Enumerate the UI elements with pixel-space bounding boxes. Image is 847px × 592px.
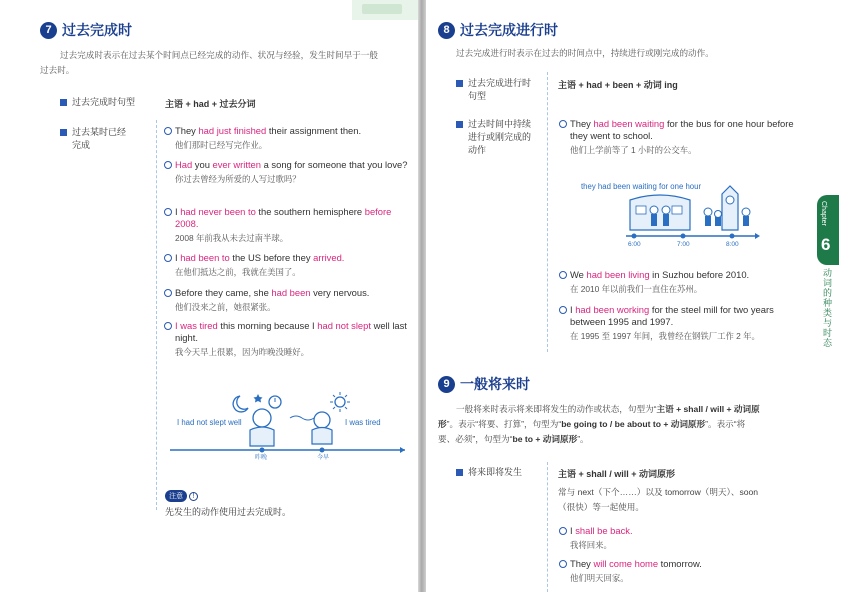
chapter-word: Chapter (820, 201, 827, 226)
column-divider (547, 72, 548, 352)
bus-illus-caption: they had been waiting for one hour (581, 182, 702, 191)
example-english (559, 525, 809, 537)
label-line: 句型 (468, 91, 487, 101)
highlight-text: had never been to (180, 206, 256, 217)
example-chinese: 你过去曾经为所爱的人写过歌吗？ (175, 174, 301, 184)
highlight-text: ever written (212, 159, 261, 170)
chapter-number: 6 (821, 235, 831, 254)
example-item (164, 287, 412, 313)
label-text (72, 126, 126, 152)
example-text: We (570, 269, 587, 280)
example-text: this morning because I (217, 320, 318, 331)
sun-icon (330, 392, 350, 412)
left-page (0, 0, 418, 592)
intro-text: 要、必须”，句型为“ (438, 434, 513, 444)
timeline-arrow-icon (755, 233, 760, 239)
pattern-label (60, 96, 135, 109)
highlight-text: before 2008. (175, 206, 392, 229)
section-title-text: 过去完成时 (62, 22, 132, 38)
timeline-dot (681, 234, 686, 239)
example-english (559, 558, 809, 570)
label-text (468, 77, 531, 103)
note-text: 先发生的动作使用过去完成时。 (165, 507, 292, 517)
time-label: 7:00 (677, 241, 690, 248)
clock-tower-icon (722, 186, 738, 230)
example-text: a song for someone that you love? (261, 159, 408, 170)
label-line: 过去时间中持续 (468, 119, 532, 129)
example-chinese: 我将回来。 (570, 540, 612, 550)
section-number-badge: 9 (438, 376, 455, 393)
intro-line (438, 432, 818, 447)
highlight-text: shall be back. (575, 525, 633, 536)
square-bullet-icon (60, 129, 67, 136)
label-line: 过去完成进行时 (468, 78, 532, 88)
example-item (559, 558, 809, 584)
illus-left-caption: I had not slept well (177, 418, 242, 427)
square-bullet-icon (60, 99, 67, 106)
highlight-text: Had (175, 159, 193, 170)
label-line: 动作 (468, 145, 487, 155)
square-bullet-icon (456, 80, 463, 87)
highlight-text: will come home (593, 558, 659, 569)
example-chinese: 在 1995 至 1997 年间，我曾经在钢铁厂工作 2 年。 (570, 331, 760, 341)
section-9-intro (438, 402, 818, 447)
usage-label (456, 118, 531, 157)
example-item (559, 525, 809, 551)
pattern-label (456, 77, 531, 103)
example-chinese: 2008 年前我从未去过南半球。 (175, 233, 289, 243)
example-text: They (570, 558, 594, 569)
example-english (164, 125, 412, 137)
chapter-tab[interactable] (817, 195, 839, 265)
timeline-dot (632, 234, 637, 239)
example-text: I (570, 304, 576, 315)
wave-line (290, 416, 314, 420)
section-9-title (438, 374, 530, 394)
sleep-illustration (170, 388, 410, 468)
right-page (426, 0, 847, 592)
intro-text: ”。表示“将 (705, 419, 746, 429)
example-text: for the steel mill for two years between 1995 and 1997. (570, 304, 774, 327)
square-bullet-icon (456, 469, 463, 476)
bold-text: 主语 + shall / will + 动词原 (656, 404, 760, 414)
example-text: in Suzhou before 2010. (649, 269, 750, 280)
highlight-text: I was tired (175, 320, 218, 331)
pattern-formula: 主语 + had + been + 动词 ing (558, 80, 678, 90)
example-english (164, 287, 412, 299)
section-title-text: 过去完成进行时 (460, 22, 558, 38)
intro-line (438, 402, 818, 417)
illus-label-right: 今早 (317, 455, 330, 461)
example-item (164, 320, 412, 358)
example-text: the southern hemisphere (255, 206, 365, 217)
example-english (164, 320, 412, 344)
highlight-text: had been living (586, 269, 650, 280)
example-text: They (570, 118, 594, 129)
illus-right-caption: I was tired (345, 418, 381, 427)
alarm-clock-icon (269, 396, 281, 408)
book-spine (418, 0, 426, 592)
example-english (164, 252, 412, 264)
example-chinese: 在他们抵达之前，我就在美国了。 (175, 267, 301, 277)
highlight-text: had been working (575, 304, 650, 315)
tired-person-right (312, 412, 332, 444)
highlight-text: had just finished (198, 125, 267, 136)
example-english (559, 304, 809, 328)
example-english (559, 269, 809, 281)
example-chinese: 他们那时已经写完作业。 (175, 140, 268, 150)
note-badge-text: 注意 (165, 490, 187, 502)
bold-text: be going to / be about to + 动词原形 (561, 419, 706, 429)
example-chinese: 他们上学前等了 1 小时的公交车。 (570, 145, 697, 155)
section-7-intro-cont (40, 63, 410, 78)
label-text (468, 118, 531, 157)
example-item (559, 304, 809, 342)
star-icon (254, 394, 263, 403)
example-chinese: 他们没来之前，她很紧张。 (175, 302, 276, 312)
note-line: （很快）等一起使用。 (558, 502, 644, 512)
section-8-title (438, 20, 558, 40)
section-number-badge: 8 (438, 22, 455, 39)
example-text: very nervous. (310, 287, 370, 298)
intro-text: ”。表示“将要、打算”，句型为“ (446, 419, 562, 429)
bold-text: be to + 动词原形 (512, 434, 578, 444)
highlight-text: had been waiting (593, 118, 665, 129)
section-8-intro: 过去完成进行时表示在过去的时间点中，持续进行或刚完成的动作。 (456, 48, 714, 58)
column-divider (156, 120, 157, 510)
highlight-text: had not slept (317, 320, 371, 331)
example-item (164, 206, 412, 244)
label-text: 过去完成时句型 (72, 97, 136, 107)
label-line: 过去某时已经 (72, 127, 127, 137)
intro-line: 过去时。 (40, 65, 75, 75)
usage-label (456, 466, 522, 479)
example-text: tomorrow. (658, 558, 702, 569)
example-text: you (192, 159, 213, 170)
example-item (164, 252, 412, 278)
section-7-intro (60, 48, 410, 63)
timeline-dot (730, 234, 735, 239)
example-english (559, 118, 809, 142)
example-text: I (175, 206, 181, 217)
intro-line (438, 417, 818, 432)
example-text: for the bus for one hour before they went to school. (570, 118, 794, 141)
highlight-text: arrived. (313, 252, 345, 263)
example-text: well last night. (175, 320, 407, 343)
timeline-arrow-icon (400, 447, 405, 453)
example-english (164, 206, 412, 230)
note-badge (165, 490, 198, 502)
usage-label (60, 126, 126, 152)
intro-text: ”。 (577, 434, 589, 444)
section-title-text: 一般将来时 (460, 376, 530, 392)
pattern-formula: 主语 + had + 过去分词 (165, 99, 256, 109)
example-item (559, 269, 809, 295)
bus-stop-illustration (626, 180, 761, 252)
example-text: I (570, 525, 576, 536)
note-line: 常与 next（下个……）以及 tomorrow（明天）、soon (558, 487, 759, 497)
label-line: 进行或刚完成的 (468, 132, 532, 142)
example-text: I (175, 252, 181, 263)
tired-person-left (250, 409, 274, 446)
example-item (164, 159, 412, 185)
square-bullet-icon (456, 121, 463, 128)
future-formula: 主语 + shall / will + 动词原形 (558, 469, 676, 479)
highlight-text: had been (271, 287, 311, 298)
label-line: 完成 (72, 140, 91, 150)
section-number-badge: 7 (40, 22, 57, 39)
corner-tab (352, 0, 418, 20)
exclamation-icon: ! (189, 492, 198, 501)
illus-label-left: 昨晚 (255, 455, 268, 461)
example-chinese: 在 2010 年以前我们一直住在苏州。 (570, 284, 703, 294)
time-label: 6:00 (628, 241, 641, 248)
example-text: They (175, 125, 199, 136)
bold-text: 形 (438, 419, 447, 429)
chapter-title: 动词的种类与时态 (822, 268, 832, 348)
highlight-text: had been to (180, 252, 230, 263)
example-chinese: 我今天早上很累，因为昨晚没睡好。 (175, 347, 309, 357)
example-text: Before they came, she (175, 287, 272, 298)
time-label: 8:00 (726, 241, 739, 248)
often-with-note (558, 485, 818, 515)
example-english (164, 159, 412, 171)
label-text: 将来即将发生 (468, 467, 523, 477)
moon-icon (233, 396, 248, 412)
example-item (559, 118, 809, 156)
bus-stop-shelter (630, 195, 690, 230)
example-text: the US before they (229, 252, 314, 263)
example-chinese: 他们明天回家。 (570, 573, 629, 583)
intro-line: 过去完成时表示在过去某个时间点已经完成的动作、状况与经验，发生时间早于一般 (60, 50, 378, 60)
example-text: their assignment then. (266, 125, 362, 136)
column-divider (547, 462, 548, 592)
example-item (164, 125, 412, 151)
section-7-title (40, 20, 132, 40)
intro-text: 一般将来时表示将来即将发生的动作或状态，句型为“ (456, 404, 657, 414)
